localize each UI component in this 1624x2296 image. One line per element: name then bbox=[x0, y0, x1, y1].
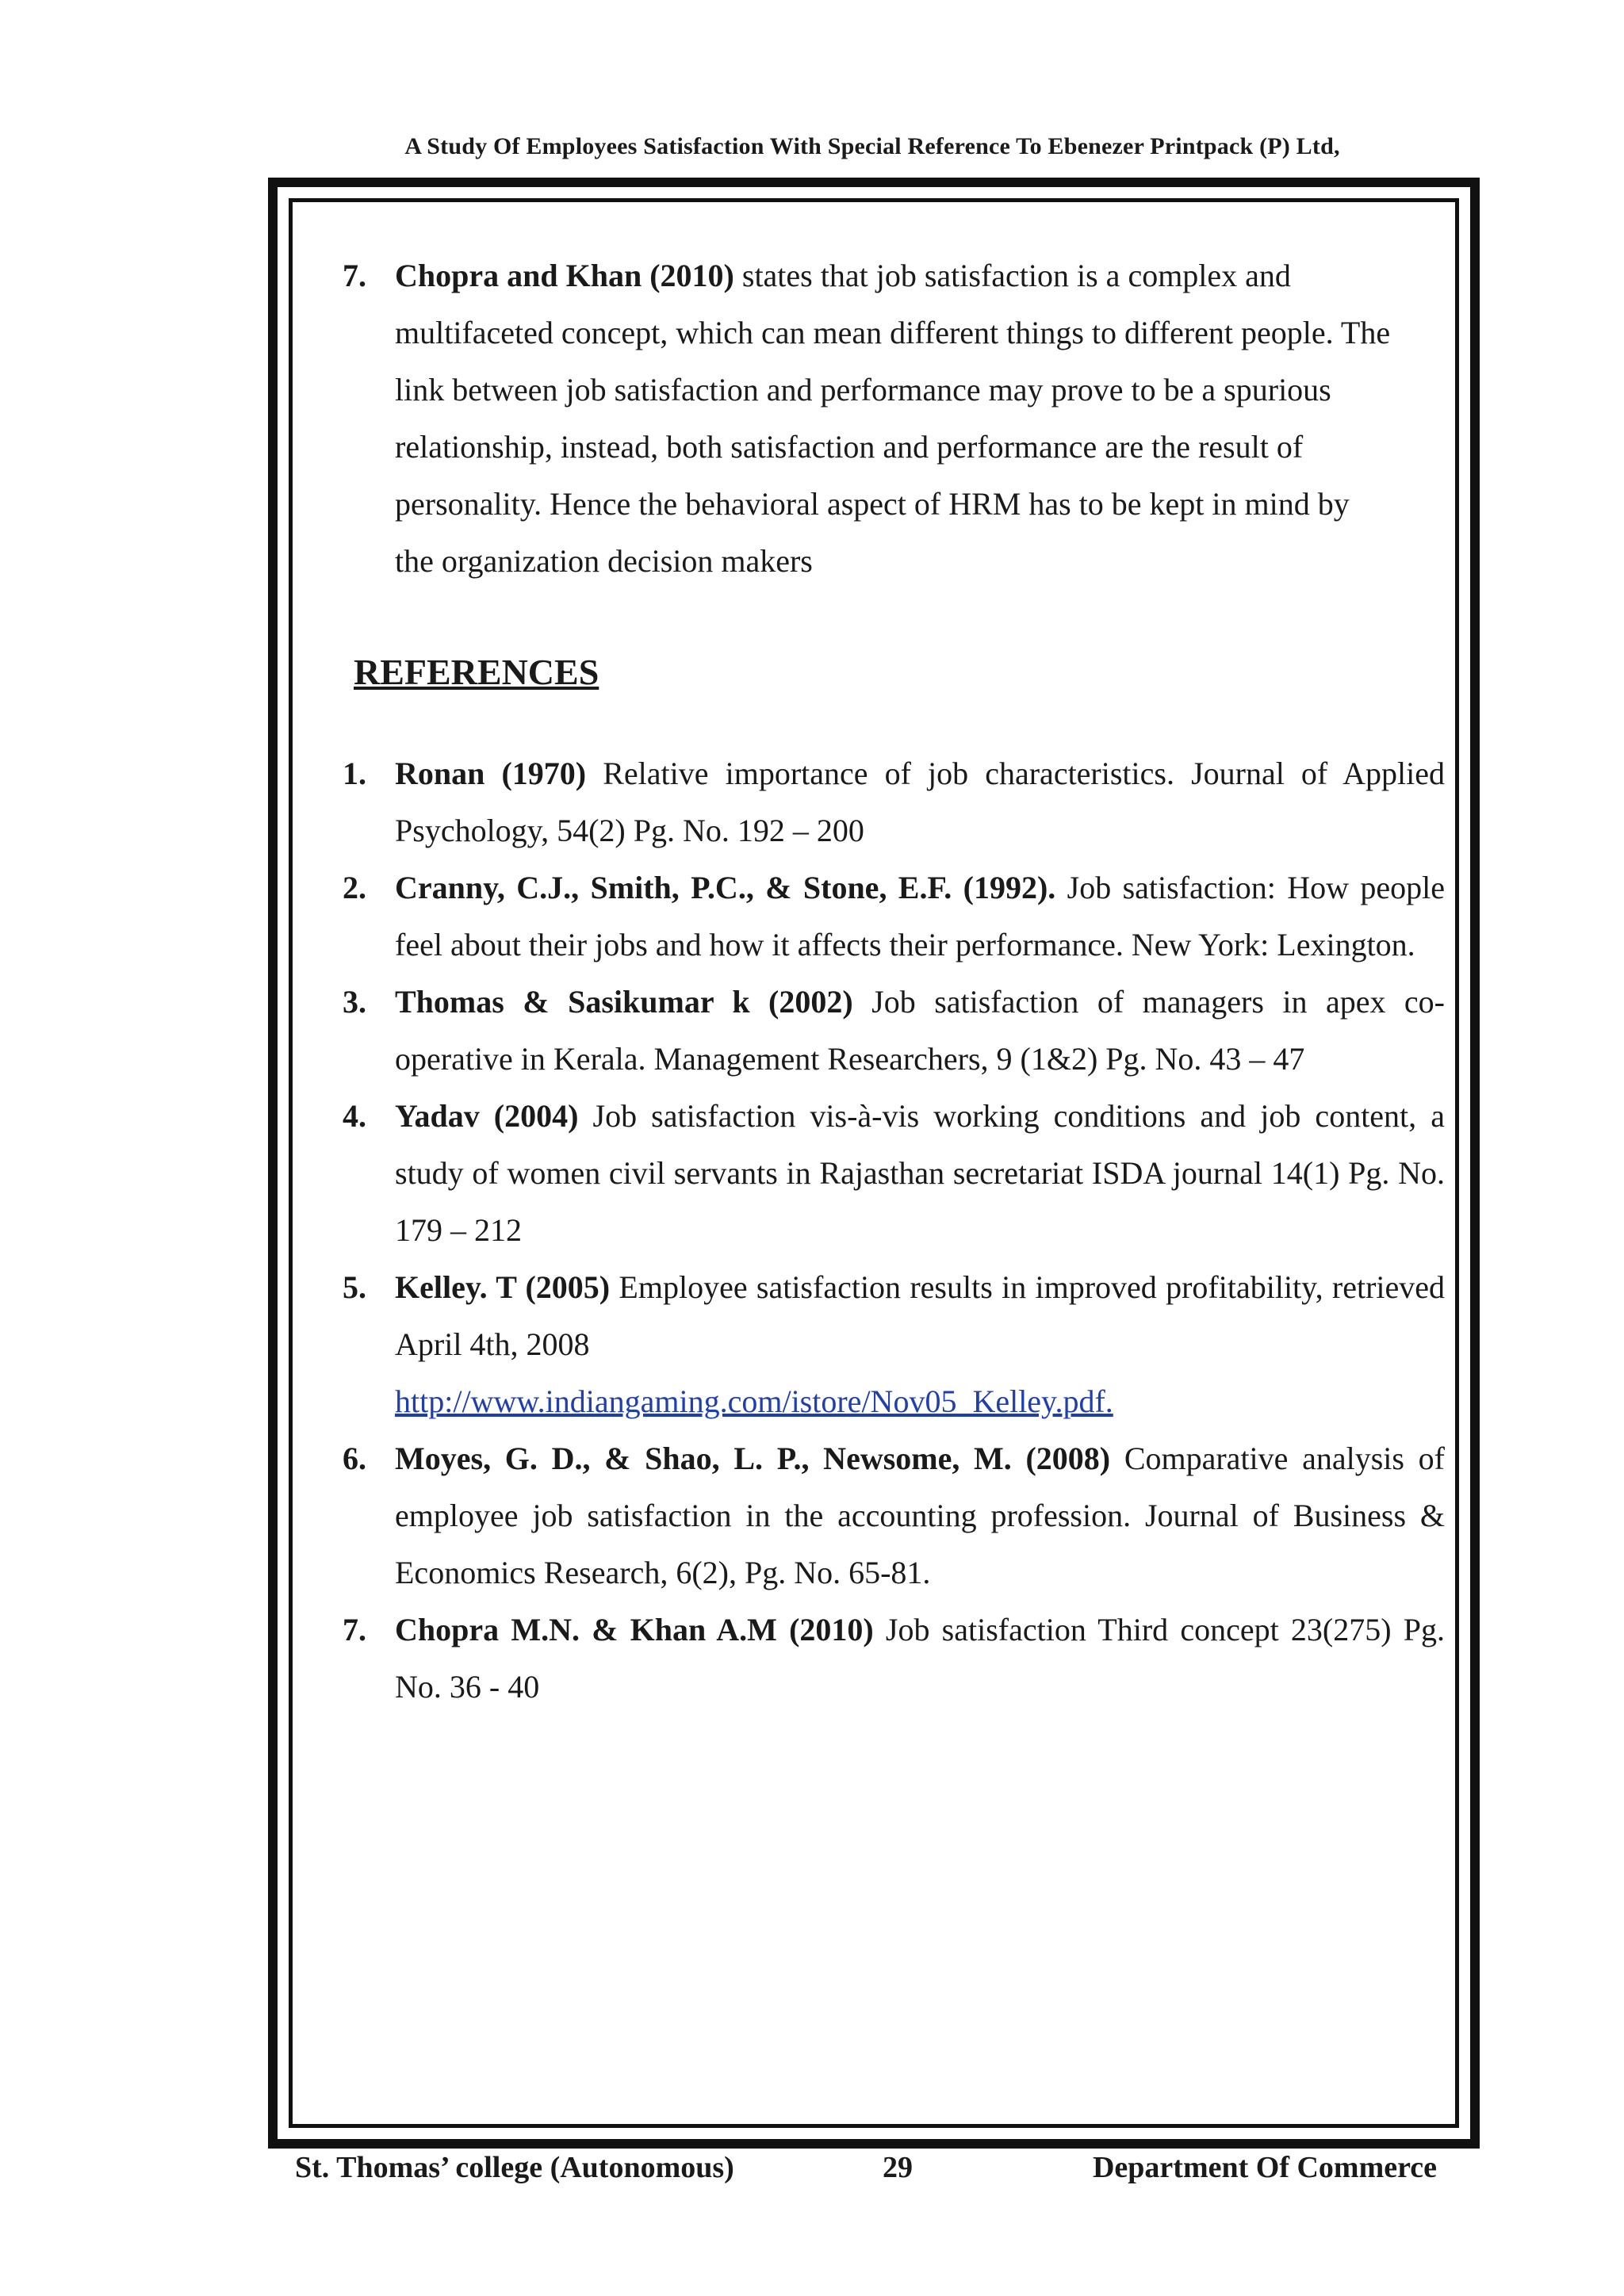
reference-author: Ronan (1970) bbox=[395, 756, 587, 791]
intro-line-5: personality. Hence the behavioral aspect of HRM has to be kept in mind by bbox=[395, 486, 1350, 522]
reference-url-link[interactable]: http://www.indiangaming.com/istore/Nov05_Kelley.pdf. bbox=[395, 1383, 1113, 1419]
reference-number: 3. bbox=[343, 984, 366, 1020]
footer-page-number: 29 bbox=[883, 2151, 913, 2184]
intro-line-1 bbox=[395, 247, 1445, 304]
references-list bbox=[343, 745, 1445, 1716]
reference-author: Yadav (2004) bbox=[395, 1098, 579, 1134]
intro-line-6: the organization decision makers bbox=[395, 543, 813, 579]
item-lead-author: Chopra and Khan (2010) bbox=[395, 258, 734, 293]
reference-item-1 bbox=[343, 745, 1445, 859]
page-content bbox=[343, 247, 1445, 1716]
intro-line-text: states that job satisfaction is a complex and bbox=[733, 258, 1291, 293]
reference-item-3 bbox=[343, 974, 1445, 1088]
running-header: A Study Of Employees Satisfaction With Special Reference To Ebenezer Printpack (P) Ltd, bbox=[404, 133, 1340, 159]
reference-item-2 bbox=[343, 859, 1445, 974]
reference-author: Moyes, G. D., & Shao, L. P., Newsome, M. (2008) bbox=[395, 1441, 1111, 1476]
reference-number: 7. bbox=[343, 1612, 366, 1647]
reference-author: Cranny, C.J., Smith, P.C., & Stone, E.F. (1992). bbox=[395, 870, 1056, 905]
intro-line-3: link between job satisfaction and performance may prove to be a spurious bbox=[395, 372, 1331, 408]
intro-line-2: multifaceted concept, which can mean different things to different people. The bbox=[395, 315, 1391, 350]
reference-text: Job satisfaction of managers in apex co-operative in Kerala. Management Researchers, 9 (1&2) Pg. No. 43 – 47 bbox=[395, 984, 1446, 1077]
reference-number: 1. bbox=[343, 756, 366, 791]
reference-text: Relative importance of job characteristics. Journal of Applied Psychology, 54(2) Pg. No. 192 – 200 bbox=[395, 756, 1445, 848]
reference-item-5 bbox=[343, 1259, 1445, 1430]
reference-author: Kelley. T (2005) bbox=[395, 1269, 611, 1305]
reference-number: 5. bbox=[343, 1269, 366, 1305]
intro-paragraph-7 bbox=[343, 247, 1445, 590]
item-number: 7. bbox=[343, 258, 366, 293]
reference-text: Employee satisfaction results in improved profitability, retrieved April 4th, 2008 bbox=[395, 1269, 1446, 1362]
reference-text: Job satisfaction vis-à-vis working conditions and job content, a study of women civil servants in Rajasthan secretariat ISDA journal 14(1) Pg. No. 179 – 212 bbox=[395, 1098, 1446, 1248]
reference-item-7 bbox=[343, 1601, 1445, 1716]
reference-author: Thomas & Sasikumar k (2002) bbox=[395, 984, 853, 1020]
reference-item-6 bbox=[343, 1430, 1445, 1601]
footer-department: Department Of Commerce bbox=[1092, 2151, 1437, 2184]
reference-number: 6. bbox=[343, 1441, 366, 1476]
page-footer bbox=[295, 2150, 1437, 2190]
intro-line-4: relationship, instead, both satisfaction and performance are the result of bbox=[395, 429, 1304, 465]
reference-text: Comparative analysis of employee job satisfaction in the accounting profession. Journal of Business & Economics Research, 6(2), Pg. No. 65-81. bbox=[395, 1441, 1445, 1590]
references-heading: REFERENCES bbox=[354, 652, 599, 692]
reference-text: Job satisfaction: How people feel about their jobs and how it affects their performance. New York: Lexington. bbox=[395, 870, 1445, 962]
reference-number: 2. bbox=[343, 870, 366, 905]
reference-item-4 bbox=[343, 1088, 1445, 1259]
reference-text: Job satisfaction Third concept 23(275) Pg. No. 36 - 40 bbox=[395, 1612, 1445, 1705]
reference-number: 4. bbox=[343, 1098, 366, 1134]
reference-author: Chopra M.N. & Khan A.M (2010) bbox=[395, 1612, 874, 1647]
footer-college-name: St. Thomas’ college (Autonomous) bbox=[295, 2151, 734, 2184]
